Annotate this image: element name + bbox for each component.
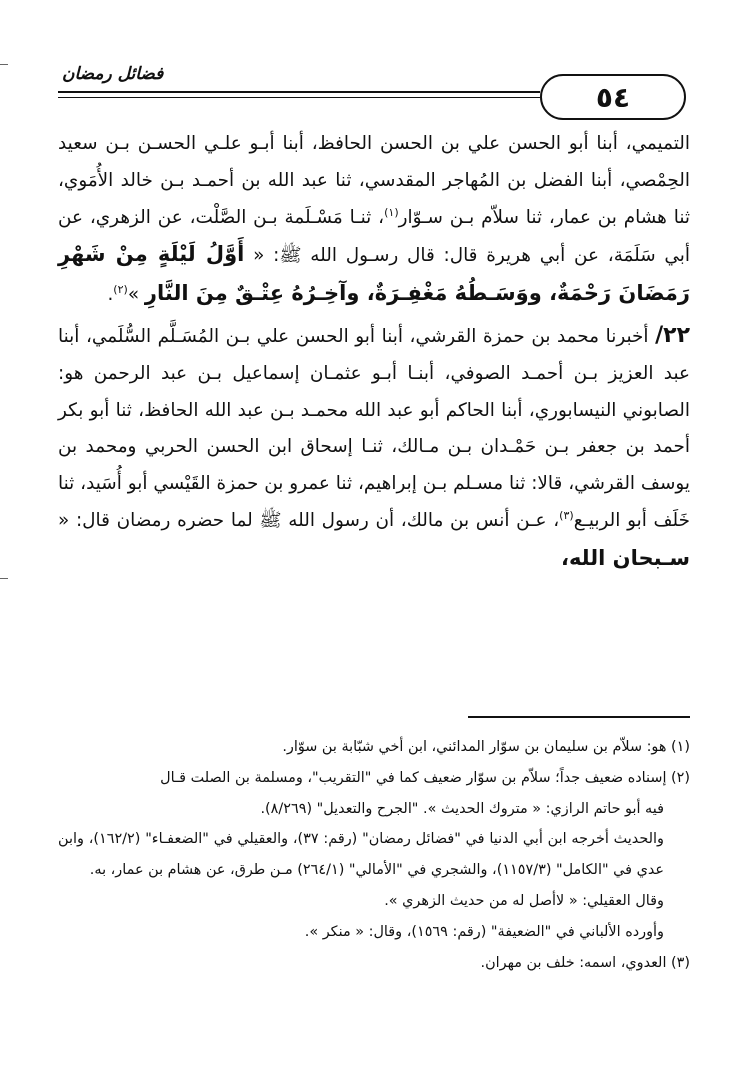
hadith-number: ٢٢/: [655, 322, 690, 348]
footnote-ref-2[interactable]: (٢): [113, 283, 128, 297]
paragraph-hadith-22: [58, 318, 690, 579]
footnote-1: (١) هو: سلاّم بن سليمان بن سوّار المدائني، ابن أخي شبّابة بن سوّار.: [282, 739, 690, 755]
header-rule-thin: [58, 97, 540, 98]
quote-close: »: [127, 284, 145, 306]
header-rule: [58, 91, 540, 93]
text-run: أخبرنا محمد بن حمزة القرشي، أبنا أبو الحسن علي بـن المُسَـلَّم السُّلَمي، أبنا عبد العزيز بـن أحمـد الصوفي، أبنـا أبـو عثمـان إسماعيل بـن عبد الرحمن هو: الصابوني النيسابوري، أبنا الحاكم أبو عبد الله محمـد بـن عبد الله الحافظ، ثنا أبو بكر أحمد بن جعفر بـن حَمْـدان بـن مـالك، ثنـا إسحاق ابن الحسن الحربي ومحمد بن يوسف القرشي، قالا: ثنا مسـلم بـن إبراهيم، ثنا عمرو بن حمزة القَيْسي أبو أُسَيد، ثنا خَلَف أبو الربيـع: [58, 325, 690, 531]
page-header: [58, 54, 688, 128]
footnote-3: (٣) العدوي، اسمه: خلف بن مهران.: [480, 954, 690, 971]
footnote-2: (٢) إسناده ضعيف جداً؛ سلاّم بن سوّار ضعيف كما في "التقريب"، ومسلمة بن الصلت قـال: [160, 769, 690, 786]
running-book-title: فضائل رمضان: [62, 64, 164, 84]
footnote-ref-1[interactable]: (١): [384, 205, 399, 219]
footnote-2-takhrij: والحديث أخرجه ابن أبي الدنيا في "فضائل رمضان" (رقم: ٣٧)، والعقيلي في "الضعفـاء" (١٦٢/٢)، وابن عدي في "الكامل" (١١٥٧/٣)، والشجري في "الأمالي" (٢٦٤/١) مـن طرق، عن هشام بن عمار، به.: [58, 831, 664, 879]
footnotes: [58, 732, 690, 978]
page-number-badge: ٥٤: [540, 74, 686, 120]
footnote-ref-3[interactable]: (٣): [559, 508, 574, 522]
footnote-2-uqaili: وقال العقيلي: « لاأصل له من حديث الزهري ».: [384, 892, 664, 909]
hadith-text: أَوَّلُ لَيْلَةٍ مِنْ شَهْرِ رَمَضَانَ رَحْمَةٌ، ووَسَـطُهُ مَغْفِـرَةٌ، وآخِـرُهُ عِتْـقٌ مِنَ النَّارِ: [58, 242, 690, 306]
scan-edge-mark: [0, 64, 8, 65]
hadith-text: سـبحان الله،: [560, 545, 690, 570]
footnote-2-cont: فيه أبو حاتم الرازي: « متروك الحديث ». "الجرح والتعديل" (٨/٢٦٩).: [260, 800, 664, 817]
text-run: ، عـن أنس بن مالك، أن رسول الله ﷺ لما حضره رمضان قال: «: [58, 509, 560, 531]
footnote-2-albani: وأورده الألباني في "الضعيفة" (رقم: ١٥٦٩)، وقال: « منكر ».: [304, 923, 664, 940]
text-run: ، ثنـا مَسْـلَمة بـن الصَّلْت، عن الزهري، عن أبي سَلَمَة، عن أبي هريرة قال: قال رسـول الله ﷺ: «: [58, 206, 690, 267]
text-run: التميمي، أبنا أبو الحسن علي بن الحسن الحافظ، أبنا أبـو علـي الحسـن بـن سعيد الحِمْصي، أبنا الفضل بن المُهاجر المقدسي، ثنا عبد الله بن أحمـد بـن خالد الأُمَوي، ثنا هشام بن عمار، ثنا سلاّم بـن سـوّار: [58, 133, 690, 228]
footnote-separator: [468, 716, 690, 718]
paragraph-isnad-21: [58, 126, 690, 314]
text-run: .: [107, 284, 114, 306]
main-text: [58, 126, 690, 579]
scan-edge-mark: [0, 578, 8, 579]
